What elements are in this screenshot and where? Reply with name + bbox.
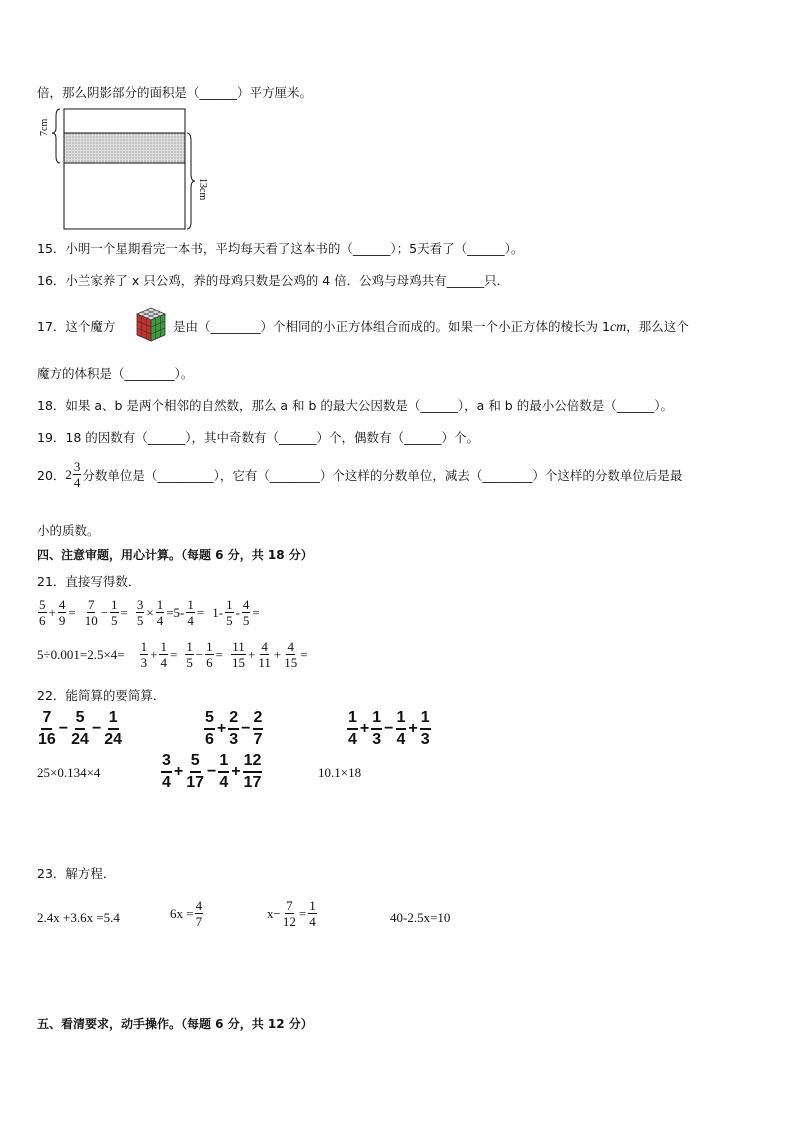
q20-den: 4: [73, 475, 81, 490]
q17-text-part2: [173, 317, 689, 336]
q22-expr-6: 10.1×18: [318, 765, 362, 780]
q22-expr-1: $\frac{7}{16}$ − $\frac{5}{24}$ − $\frac{1}{24}$: [38, 709, 123, 748]
q20-line2: 小的质数。: [37, 523, 100, 538]
q17-sentence-end: ，那么这个: [626, 319, 689, 334]
q20-number-label: 20．: [37, 467, 66, 483]
q18-text: 18．如果 a、b 是两个相邻的自然数，那么 a 和 b 的最大公因数是（______），a 和 b 的最小公倍数是（______）。: [37, 398, 673, 413]
dim-7cm-label: 7cm: [39, 118, 50, 136]
q23-title: 23．解方程．: [37, 866, 116, 881]
q17-line2: 魔方的体积是（________）。: [37, 366, 194, 381]
q22-expr-4: 25×0.134×4: [37, 765, 101, 780]
q23-eq4: 40-2.5x=10: [390, 910, 451, 925]
q22-expr-2: $\frac{5}{6}$ + $\frac{2}{3}$ − $\frac{2}{7}$: [205, 709, 263, 748]
q19-text: 19．18 的因数有（______），其中奇数有（______）个，偶数有（______）个。: [37, 430, 480, 445]
q16-text: 16．小兰家养了 x 只公鸡，养的母鸡只数是公鸡的 4 倍．公鸡与母鸡共有______只．: [37, 273, 510, 288]
q20-whole: 2: [65, 466, 72, 482]
q23-eq3: x− $\frac{7}{12}$ = $\frac{1}{4}$: [267, 898, 316, 929]
q21-row2: 5÷0.001=2.5×4= $\frac{1}{3}$ + $\frac{1}{4}$ = $\frac{1}{5}$ − $\frac{1}{6}$ = $\frac{11}{15}$ + $\frac{4}{11}$ + $\frac{4}{15}$ =: [37, 639, 308, 670]
q21-row1: $\frac{5}{6}$ + $\frac{4}{9}$ = $\frac{7}{10}$ − $\frac{1}{5}$ = $\frac{3}{5}$ × $\frac{1}{4}$ =5- $\frac{1}{4}$ = 1- $\frac{1}{5}$ - $\frac{4}{5}$ =: [39, 597, 260, 628]
dim-13cm-label: 13cm: [197, 178, 208, 201]
q20-text: 分数单位是（_________），它有（________）个这样的分数单位，减去（________）个这样的分数单位后是最: [82, 467, 683, 483]
q14-rectangle-figure: [36, 106, 216, 234]
q23-eq1: 2.4x +3.6x =5.4: [37, 910, 120, 925]
q22-expr-3: $\frac{1}{4}$ + $\frac{1}{3}$ − $\frac{1}{4}$ + $\frac{1}{3}$: [348, 709, 430, 748]
rubiks-cube-icon: [133, 304, 169, 344]
q20-line1: [37, 460, 682, 489]
section5-heading: 五、看清要求，动手操作。（每题 6 分，共 12 分）: [37, 1017, 313, 1031]
q17-sentence: 是由（________）个相同的小正方体组合而成的。如果一个小正方体的棱长为 1: [173, 319, 610, 334]
q22-title: 22．能简算的要简算．: [37, 688, 166, 703]
q23-eq2-lhs: 6x =: [170, 905, 194, 921]
q21-row2-text: 5÷0.001=2.5×4=: [37, 646, 125, 662]
section4-heading: 四、注意审题，用心计算。（每题 6 分，共 18 分）: [37, 548, 313, 562]
q15-text: 15．小明一个星期看完一本书，平均每天看了这本书的（______）；5天看了（______）。: [37, 241, 524, 256]
q20-num: 3: [73, 459, 81, 474]
q17-text-part1: 17．这个魔方: [37, 319, 116, 334]
q22-expr-5: $\frac{3}{4}$ + $\frac{5}{17}$ − $\frac{1}{4}$ + $\frac{12}{17}$: [162, 752, 262, 791]
q20-fraction: [73, 460, 82, 489]
q23-eq3-lhs: x−: [267, 905, 281, 921]
q23-eq2: 6x = $\frac{4}{7}$: [170, 898, 203, 929]
q14-text: 倍，那么阴影部分的面积是（______）平方厘米。: [37, 85, 313, 100]
q21-title: 21．直接写得数．: [37, 574, 141, 589]
q17-unit: cm: [609, 320, 627, 335]
